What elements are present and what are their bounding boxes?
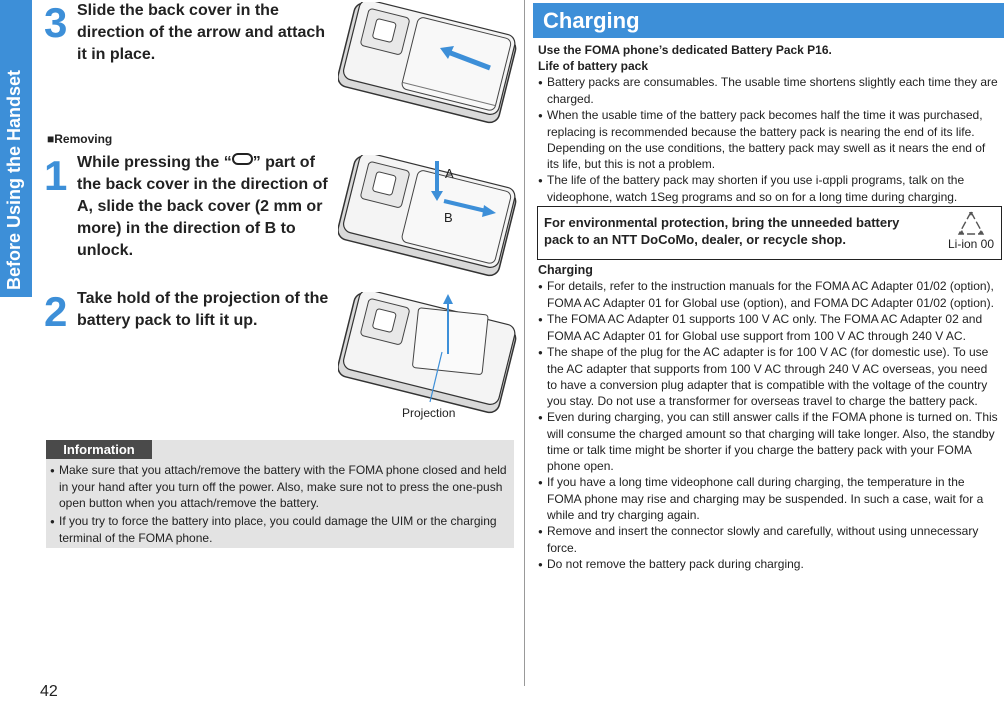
information-label: Information xyxy=(46,440,152,459)
life-item: ● Battery packs are consumables. The usable time shortens slightly each time they are charged. xyxy=(538,74,1000,107)
oval-mark-icon xyxy=(232,153,253,165)
label-projection: Projection xyxy=(402,406,456,420)
recycle-icon xyxy=(956,209,986,239)
life-title: Life of battery pack xyxy=(538,59,649,73)
side-tab-label: Before Using the Handset xyxy=(4,69,24,290)
information-list xyxy=(50,462,508,548)
charging-item: ● For details, refer to the instruction manuals for the FOMA AC Adapter 01/02 (option), FOMA AC Adapter 01 for Global use (option), and FOMA DC Adapter 01/02 (option). xyxy=(538,278,1000,311)
information-item: ● Make sure that you attach/remove the battery with the FOMA phone closed and held in your hand after you turn off the power. Also, make sure not to press the one-push open button when you attach/remove the battery. xyxy=(50,462,508,511)
column-divider xyxy=(524,0,525,686)
phone-battery-illustration xyxy=(338,292,518,414)
step-1-text-end: ” part of the back cover in the direction of A, slide the back cover (2 mm or more) in the direction of B to unlock. xyxy=(77,154,328,259)
label-b: B xyxy=(444,210,453,225)
page-number: 42 xyxy=(40,683,58,700)
charging-item: ● The shape of the plug for the AC adapter is for 100 V AC (for domestic use). To use the AC adapter that supports from 100 V AC through 240 V AC overseas, you need to have a conversion plug adapter that is compatible with the voltage of the country you stay. Do not use a transformer for overseas travel to charge the battery pack. xyxy=(538,344,1000,409)
charging-item: ● Remove and insert the connector slowly and carefully, without using unnecessary force. xyxy=(538,523,1000,556)
charging-item: ● The FOMA AC Adapter 01 supports 100 V AC only. The FOMA AC Adapter 02 and FOMA AC Adapter 01 for Global use support from 100 V AC through 240 V AC. xyxy=(538,311,1000,344)
step-1-number: 1 xyxy=(44,152,68,199)
life-item: ● When the usable time of the battery pack becomes half the time it was purchased, replacing is recommended because the battery pack is nearing the end of its life. Depending on the use conditions, the battery pack may swell as it nears the end of its life, but this is not a problem. xyxy=(538,107,1000,172)
life-item: ● The life of the battery pack may shorten if you use i-αppli programs, talk on the videophone, watch 1Seg programs and so on for a long time during charging. xyxy=(538,172,1000,205)
charging-item: ● Even during charging, you can still answer calls if the FOMA phone is turned on. This will consume the charged amount so that charging will take longer. Also, the standby time or talk time might be shorter if you charge the battery pack with your FOMA phone open. xyxy=(538,409,1000,474)
phone-unlock-illustration xyxy=(338,155,518,277)
removing-heading: ■Removing xyxy=(47,132,113,146)
information-item: ● If you try to force the battery into place, you could damage the UIM or the charging terminal of the FOMA phone. xyxy=(50,513,508,546)
charging-item: ● Do not remove the battery pack during charging. xyxy=(538,556,1000,573)
step-2-number: 2 xyxy=(44,288,68,335)
label-a: A xyxy=(445,166,454,181)
charging-title: Charging xyxy=(538,263,593,277)
environment-text: For environmental protection, bring the unneeded battery pack to an NTT DoCoMo, dealer, or recycle shop. xyxy=(544,215,900,247)
environment-box xyxy=(537,206,1002,260)
information-box xyxy=(46,440,514,548)
charging-list xyxy=(538,278,1000,573)
step-3-number: 3 xyxy=(44,0,68,46)
charging-heading: Charging xyxy=(533,3,1004,38)
step-1-text xyxy=(77,152,335,262)
side-tab xyxy=(0,0,32,297)
phone-attach-illustration xyxy=(338,2,518,124)
li-ion-mark: Li-ion 00 xyxy=(948,237,995,251)
step-1-text-start: While pressing the “ xyxy=(77,154,232,171)
step-3-text: Slide the back cover in the direction of the arrow and attach it in place. xyxy=(77,2,326,63)
charging-item: ● If you have a long time videophone call during charging, the temperature in the FOMA phone may rise and charging may be suspended. In such a case, wait for a while and try charging again. xyxy=(538,474,1000,523)
life-list xyxy=(538,74,1000,205)
intro-text: Use the FOMA phone’s dedicated Battery Pack P16. xyxy=(538,43,832,57)
step-2-text: Take hold of the projection of the battery pack to lift it up. xyxy=(77,290,329,329)
